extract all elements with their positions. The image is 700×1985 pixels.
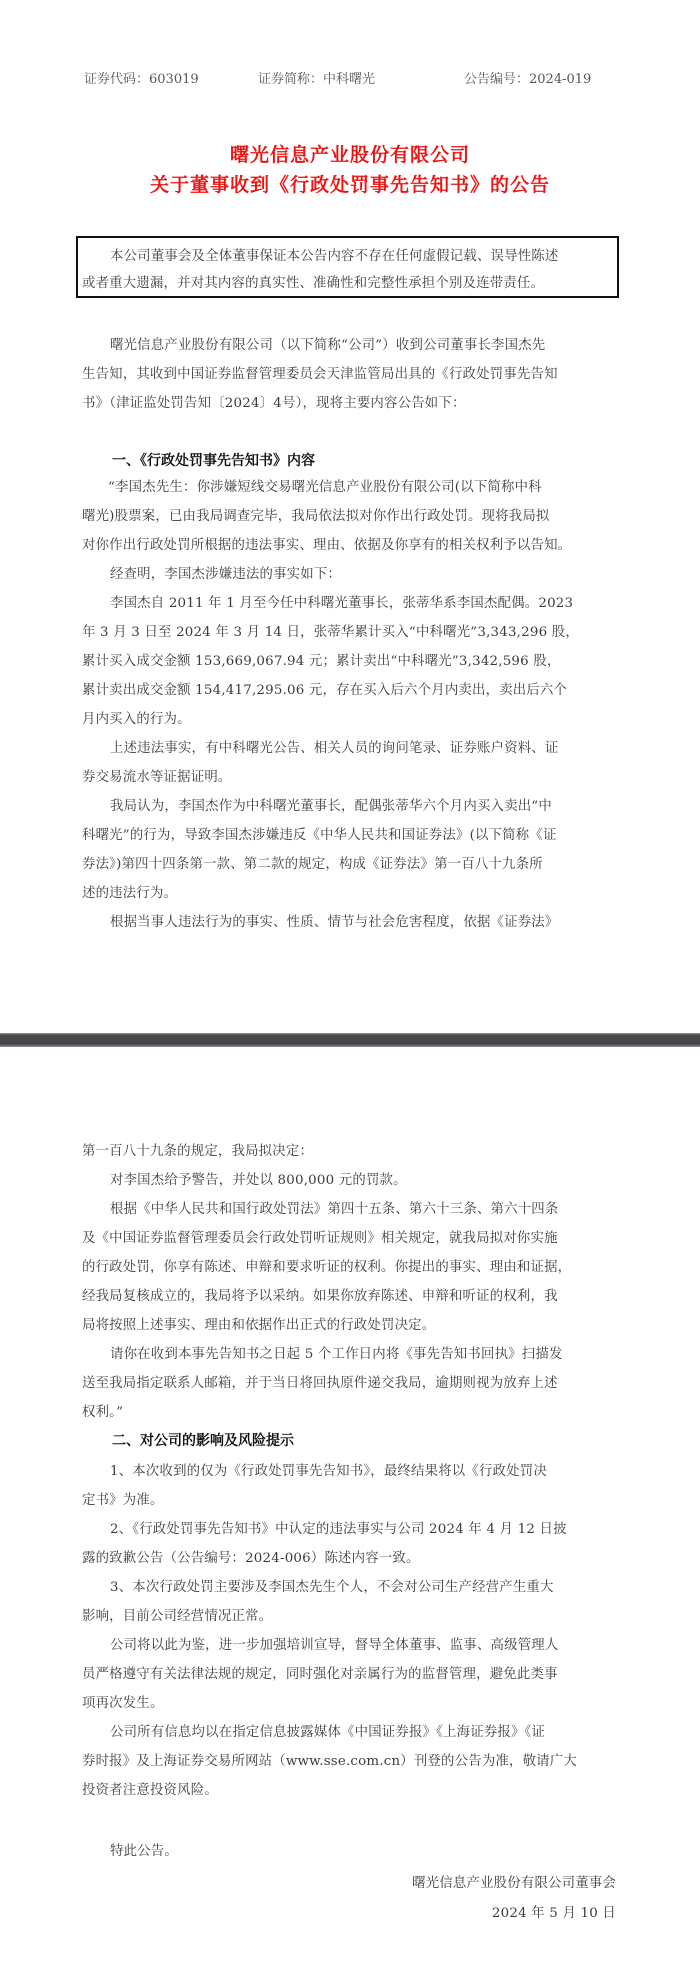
body-line: 经我局复核成立的，我局将予以采纳。如果你放弃陈述、申辩和听证的权利，我 [82,1289,558,1304]
body-line: 科曙光”的行为，导致李国杰涉嫌违反《中华人民共和国证券法》(以下简称《证 [82,828,557,843]
body-line: 及《中国证券监督管理委员会行政处罚听证规则》相关规定，就我局拟对你实施 [82,1231,558,1246]
body-line: 根据《中华人民共和国行政处罚法》第四十五条、第六十三条、第六十四条 [110,1202,559,1217]
announcement-number: 公告编号：2024-019 [464,72,592,87]
closing-remark: 特此公告。 [110,1844,178,1859]
body-line: 员严格遵守有关法律法规的规定，同时强化对亲属行为的监督管理，避免此类事 [82,1667,558,1682]
body-line: 经查明，李国杰涉嫌违法的事实如下： [110,567,342,582]
body-line: 1、本次收到的仅为《行政处罚事先告知书》，最终结果将以《行政处罚决 [110,1464,547,1479]
stock-code: 证券代码：603019 [84,72,199,87]
body-line: 累计卖出成交金额 154,417,295.06 元，存在买入后六个月内卖出，卖出后六个 [82,683,568,698]
body-line: 曙光)股票案，已由我局调查完毕，我局依法拟对你作出行政处罚。现将我局拟 [82,509,550,524]
body-line: 述的违法行为。 [82,886,178,901]
body-line: 3、本次行政处罚主要涉及李国杰先生个人，不会对公司生产经营产生重大 [110,1580,554,1595]
body-line: 券法》)第四十四条第一款、第二款的规定，构成《证券法》第一百八十九条所 [82,857,543,872]
body-line: 月内买入的行为。 [82,712,191,727]
statement-line: 或者重大遗漏，并对其内容的真实性、准确性和完整性承担个别及连带责任。 [82,276,545,291]
body-line: 项再次发生。 [82,1696,164,1711]
body-line: 请你在收到本事先告知书之日起 5 个工作日内将《事先告知书回执》扫描发 [110,1347,563,1362]
body-line: 李国杰自 2011 年 1 月至今任中科曙光董事长，张蒂华系李国杰配偶。2023 [110,596,574,611]
body-line: 定书》为准。 [82,1493,164,1508]
intro-line: 生告知，其收到中国证券监督管理委员会天津监管局出具的《行政处罚事先告知 [82,367,558,382]
body-line: 局将按照上述事实、理由和依据作出正式的行政处罚决定。 [82,1318,436,1333]
statement-line: 本公司董事会及全体董事保证本公告内容不存在任何虚假记载、误导性陈述 [110,249,559,264]
company-title: 曙光信息产业股份有限公司 [229,144,470,166]
body-line: 公司将以此为鉴，进一步加强培训宣导，督导全体董事、监事、高级管理人 [110,1638,559,1653]
body-line: 累计买入成交金额 153,669,067.94 元；累计卖出“中科曙光”3,342,596 股， [82,654,561,669]
body-line: 影响，目前公司经营情况正常。 [82,1609,273,1624]
body-line: 的行政处罚，你享有陈述、申辩和要求听证的权利。你提出的事实、理由和证据， [82,1260,572,1275]
body-line: 对你作出行政处罚所根据的违法事实、理由、依据及你享有的相关权利予以告知。 [82,538,572,553]
stock-abbreviation: 证券简称：中科曙光 [258,72,376,87]
penalty-line: 对李国杰给予警告，并处以 800,000 元的罚款。 [110,1173,407,1188]
body-line: 年 3 月 3 日至 2024 年 3 月 14 日，张蒂华累计买入“中科曙光”3,343,296 股， [82,625,579,640]
section-2-heading: 二、对公司的影响及风险提示 [112,1433,294,1449]
body-line: 券交易流水等证据证明。 [82,770,232,785]
page-break-divider [0,1033,700,1047]
body-line: 送至我局指定联系人邮箱，并于当日将回执原件递交我局，逾期则视为放弃上述 [82,1376,558,1391]
body-line: 第一百八十九条的规定，我局拟决定： [82,1144,314,1159]
intro-line: 曙光信息产业股份有限公司（以下简称“公司”）收到公司董事长李国杰先 [110,338,546,353]
intro-line: 书》（津证监处罚告知〔2024〕4号），现将主要内容公告如下： [82,396,466,411]
body-line: 上述违法事实，有中科曙光公告、相关人员的询问笔录、证券账户资料、证 [110,741,559,756]
body-line: 投资者注意投资风险。 [82,1783,218,1798]
announcement-date: 2024 年 5 月 10 日 [491,1906,616,1921]
announcement-subject-title: 关于董事收到《行政处罚事先告知书》的公告 [149,174,550,196]
body-line: “李国杰先生：你涉嫌短线交易曙光信息产业股份有限公司(以下简称中科 [108,480,542,495]
body-line: 公司所有信息均以在指定信息披露媒体《中国证券报》《上海证券报》《证 [110,1725,546,1740]
body-line: 根据当事人违法行为的事实、性质、情节与社会危害程度，依据《证券法》 [110,915,559,930]
body-line: 券时报》及上海证券交易所网站（www.sse.com.cn）刊登的公告为准，敬请广大 [82,1754,577,1769]
body-line: 露的致歉公告（公告编号：2024-006）陈述内容一致。 [82,1551,420,1566]
body-line: 我局认为，李国杰作为中科曙光董事长，配偶张蒂华六个月内买入卖出“中 [110,799,552,814]
section-1-heading: 一、《行政处罚事先告知书》内容 [112,453,315,469]
signatory: 曙光信息产业股份有限公司董事会 [412,1876,616,1891]
body-line: 权利。” [82,1405,124,1420]
body-line: 2、《行政处罚事先告知书》中认定的违法事实与公司 2024 年 4 月 12 日披 [110,1522,567,1537]
announcement-header-row [84,68,624,90]
